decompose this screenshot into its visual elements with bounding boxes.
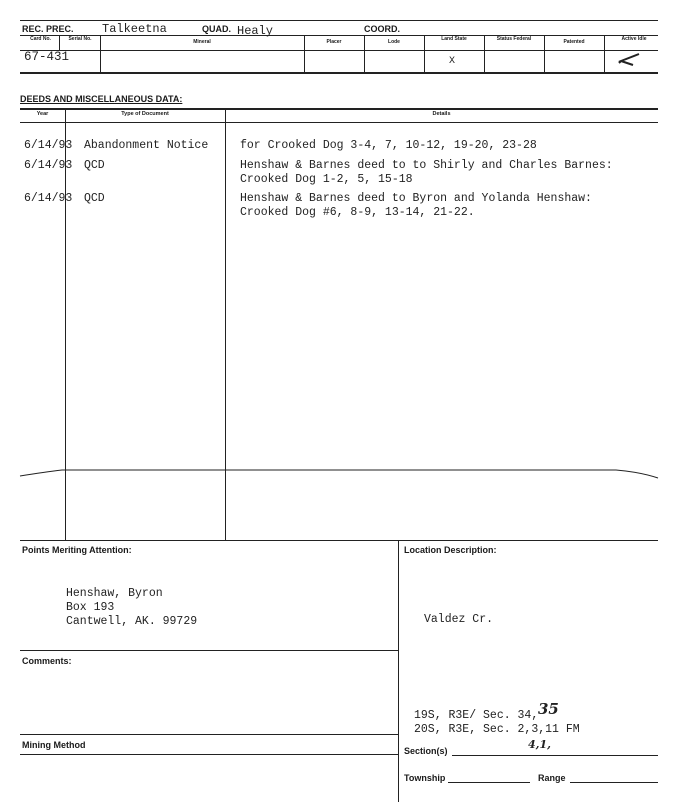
active-checkmark-icon <box>615 51 641 69</box>
mining-method-label: Mining Method <box>22 740 86 750</box>
deed-type: QCD <box>84 159 105 172</box>
location-line-2: 20S, R3E, Sec. 2,3,11 FM <box>414 723 580 736</box>
col-placer: Placer <box>326 39 342 45</box>
card-serial-value: 67-431 <box>24 50 70 64</box>
col-serial-no: Serial No. <box>68 36 92 42</box>
deeds-col-year: Year <box>36 111 49 117</box>
township-fill-line <box>448 782 530 783</box>
deed-year: 6/14/93 <box>24 192 73 205</box>
deeds-col-type: Type of Document <box>121 111 169 117</box>
page-fold-line <box>0 462 678 492</box>
lower-top-rule <box>20 540 658 541</box>
deeds-section-label: DEEDS AND MISCELLANEOUS DATA: <box>20 94 183 104</box>
rec-prec-value: Talkeetna <box>102 22 167 36</box>
location-value: Valdez Cr. <box>424 613 494 626</box>
range-fill-line <box>570 782 658 783</box>
col-card-no: Card No. <box>30 36 51 42</box>
col-status-federal: Status Federal <box>496 36 532 42</box>
location-line-1-handwritten: 35 <box>538 700 559 718</box>
points-address-2: Cantwell, AK. 99729 <box>66 615 198 628</box>
deed-details: for Crooked Dog 3-4, 7, 10-12, 19-20, 23-28 <box>240 139 537 152</box>
rec-prec-label: REC. PREC. <box>22 24 74 34</box>
mining-rule <box>20 734 398 735</box>
coord-label: COORD. <box>364 24 400 34</box>
section-fill-line <box>452 755 658 756</box>
township-label: Township <box>404 773 446 783</box>
deed-details-cont: Crooked Dog 1-2, 5, 15-18 <box>240 173 413 186</box>
points-name: Henshaw, Byron <box>66 587 163 600</box>
deeds-col-details: Details <box>432 111 451 117</box>
col-mineral: Mineral <box>193 39 211 45</box>
comments-label: Comments: <box>22 656 72 666</box>
deed-details: Henshaw & Barnes deed to to Shirly and Charles Barnes: <box>240 159 613 172</box>
col-divider-land <box>484 35 485 72</box>
range-label: Range <box>538 773 566 783</box>
location-line-1: 19S, R3E/ Sec. 34, <box>414 709 539 722</box>
section-handwritten: 4,1, <box>528 738 551 751</box>
deed-details-cont: Crooked Dog #6, 8-9, 13-14, 21-22. <box>240 206 475 219</box>
col-lode: Lode <box>388 39 400 45</box>
deeds-header-rule <box>20 122 658 123</box>
col-divider-patented <box>604 35 605 72</box>
quad-value: Healy <box>237 24 274 38</box>
header-bottom-rule <box>20 72 658 74</box>
section-label: Section(s) <box>404 746 448 756</box>
deed-type: QCD <box>84 192 105 205</box>
col-active: Active Idle <box>621 36 647 42</box>
col-land-state: Land State <box>441 36 467 42</box>
deed-year: 6/14/93 <box>24 139 73 152</box>
header-top-rule <box>20 20 658 21</box>
deed-year: 6/14/93 <box>24 159 73 172</box>
quad-label: QUAD. <box>202 24 231 34</box>
lower-center-divider <box>398 540 399 802</box>
header-rule <box>20 35 658 36</box>
points-label: Points Meriting Attention: <box>22 545 132 555</box>
deed-type: Abandonment Notice <box>84 139 209 152</box>
deed-details: Henshaw & Barnes deed to Byron and Yolanda Henshaw: <box>240 192 592 205</box>
comments-rule <box>20 650 398 651</box>
column-header-rule <box>20 50 658 51</box>
col-divider-lode <box>424 35 425 72</box>
col-patented: Patented <box>563 39 585 45</box>
deeds-top-rule <box>20 108 658 110</box>
land-state-mark: X <box>449 56 456 67</box>
mining-bottom-rule <box>20 754 398 755</box>
points-address-1: Box 193 <box>66 601 115 614</box>
location-label: Location Description: <box>404 545 497 555</box>
